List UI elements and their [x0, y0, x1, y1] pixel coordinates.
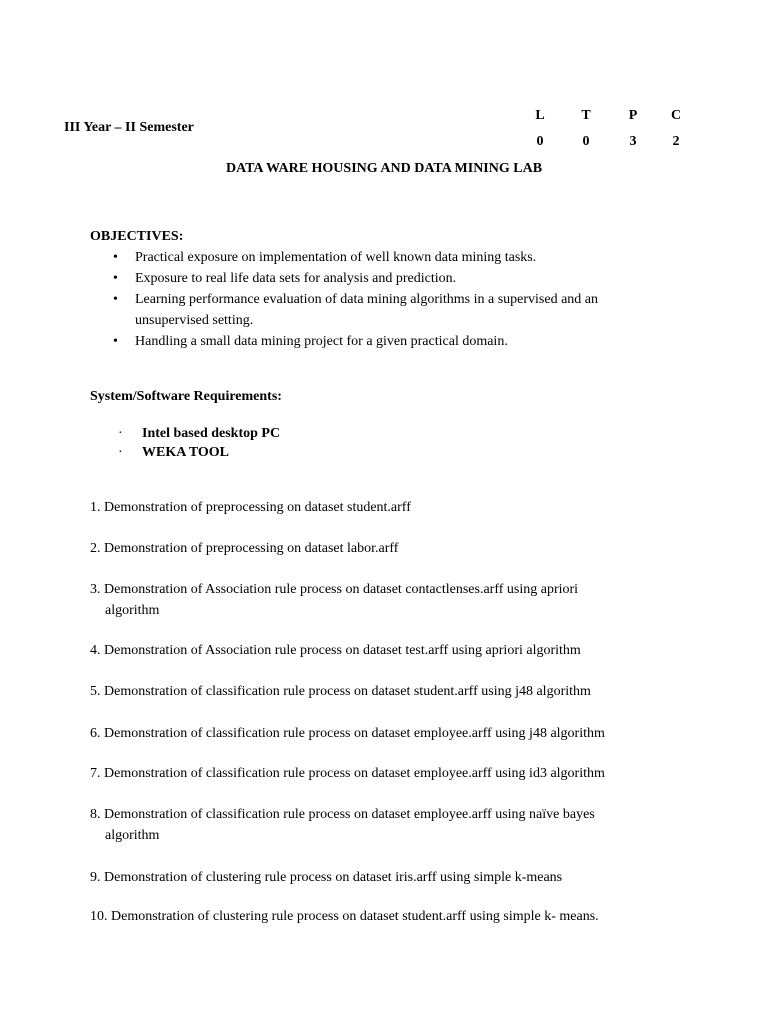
- experiment-text: 1. Demonstration of preprocessing on dataset student.arff: [90, 500, 411, 515]
- requirement-text: WEKA TOOL: [142, 445, 230, 460]
- year-semester: III Year – II Semester: [64, 120, 194, 135]
- bullet-icon: •: [113, 334, 118, 349]
- requirement-item: [118, 443, 280, 462]
- experiment-text: 9. Demonstration of clustering rule process on dataset iris.arff using simple k-means: [90, 870, 563, 885]
- dot-icon: ·: [118, 426, 123, 441]
- experiment-item-4: [90, 644, 581, 658]
- experiment-text: 3. Demonstration of Association rule process on dataset contactlenses.arff using apriori: [90, 582, 579, 597]
- objective-item: [90, 268, 690, 289]
- objective-item: [90, 289, 690, 331]
- experiment-text-cont: algorithm: [105, 603, 160, 618]
- experiment-text: 5. Demonstration of classification rule process on dataset student.arff using j48 algorithm: [90, 684, 591, 699]
- experiment-item-6: [90, 727, 605, 741]
- bullet-icon: •: [113, 250, 118, 265]
- ltpc-value-l: 0: [536, 134, 544, 149]
- page-title: DATA WARE HOUSING AND DATA MINING LAB: [225, 161, 543, 176]
- objective-item: [90, 331, 690, 352]
- objective-text: Learning performance evaluation of data mining algorithms in a supervised and an: [135, 292, 599, 307]
- ltpc-value-t: 0: [582, 134, 590, 149]
- experiment-item-8-cont: [105, 829, 159, 843]
- ltpc-header-c: C: [670, 108, 682, 123]
- ltpc-header-t: T: [581, 108, 591, 123]
- ltpc-header-p: P: [628, 108, 638, 123]
- experiment-item-9: [90, 871, 562, 885]
- ltpc-value-c: 2: [672, 134, 680, 149]
- objectives-list: [90, 247, 690, 352]
- experiment-text: 8. Demonstration of classification rule process on dataset employee.arff using naïve bayes: [90, 807, 595, 822]
- requirement-item: [118, 424, 280, 443]
- experiment-item-2: [90, 542, 398, 556]
- objective-text: Practical exposure on implementation of well known data mining tasks.: [135, 250, 537, 265]
- experiment-item-10: [90, 910, 599, 924]
- objectives-heading: OBJECTIVES:: [90, 229, 184, 244]
- objective-item: [90, 247, 690, 268]
- ltpc-header-l: L: [535, 108, 545, 123]
- objective-text-cont: unsupervised setting.: [135, 313, 254, 328]
- experiment-text-cont: algorithm: [105, 828, 160, 843]
- bullet-icon: •: [113, 271, 118, 286]
- experiment-item-3-cont: [105, 604, 159, 618]
- experiment-text: 6. Demonstration of classification rule process on dataset employee.arff using j48 algorithm: [90, 726, 605, 741]
- requirement-text: Intel based desktop PC: [142, 426, 281, 441]
- experiment-item-8: [90, 808, 595, 822]
- experiment-text: 4. Demonstration of Association rule process on dataset test.arff using apriori algorithm: [90, 643, 581, 658]
- objective-text: Handling a small data mining project for a given practical domain.: [135, 334, 508, 349]
- dot-icon: ·: [118, 445, 123, 460]
- bullet-icon: •: [113, 292, 118, 307]
- experiment-text: 7. Demonstration of classification rule process on dataset employee.arff using id3 algorithm: [90, 766, 605, 781]
- requirements-list: [118, 424, 280, 462]
- experiment-item-5: [90, 685, 591, 699]
- requirements-heading: System/Software Requirements:: [90, 389, 282, 404]
- experiment-item-3: [90, 583, 578, 597]
- experiment-item-7: [90, 767, 605, 781]
- experiment-text: 2. Demonstration of preprocessing on dataset labor.arff: [90, 541, 399, 556]
- experiment-item-1: [90, 501, 411, 515]
- objective-text: Exposure to real life data sets for analysis and prediction.: [135, 271, 457, 286]
- experiment-text: 10. Demonstration of clustering rule process on dataset student.arff using simple k- means.: [90, 909, 599, 924]
- ltpc-value-p: 3: [629, 134, 637, 149]
